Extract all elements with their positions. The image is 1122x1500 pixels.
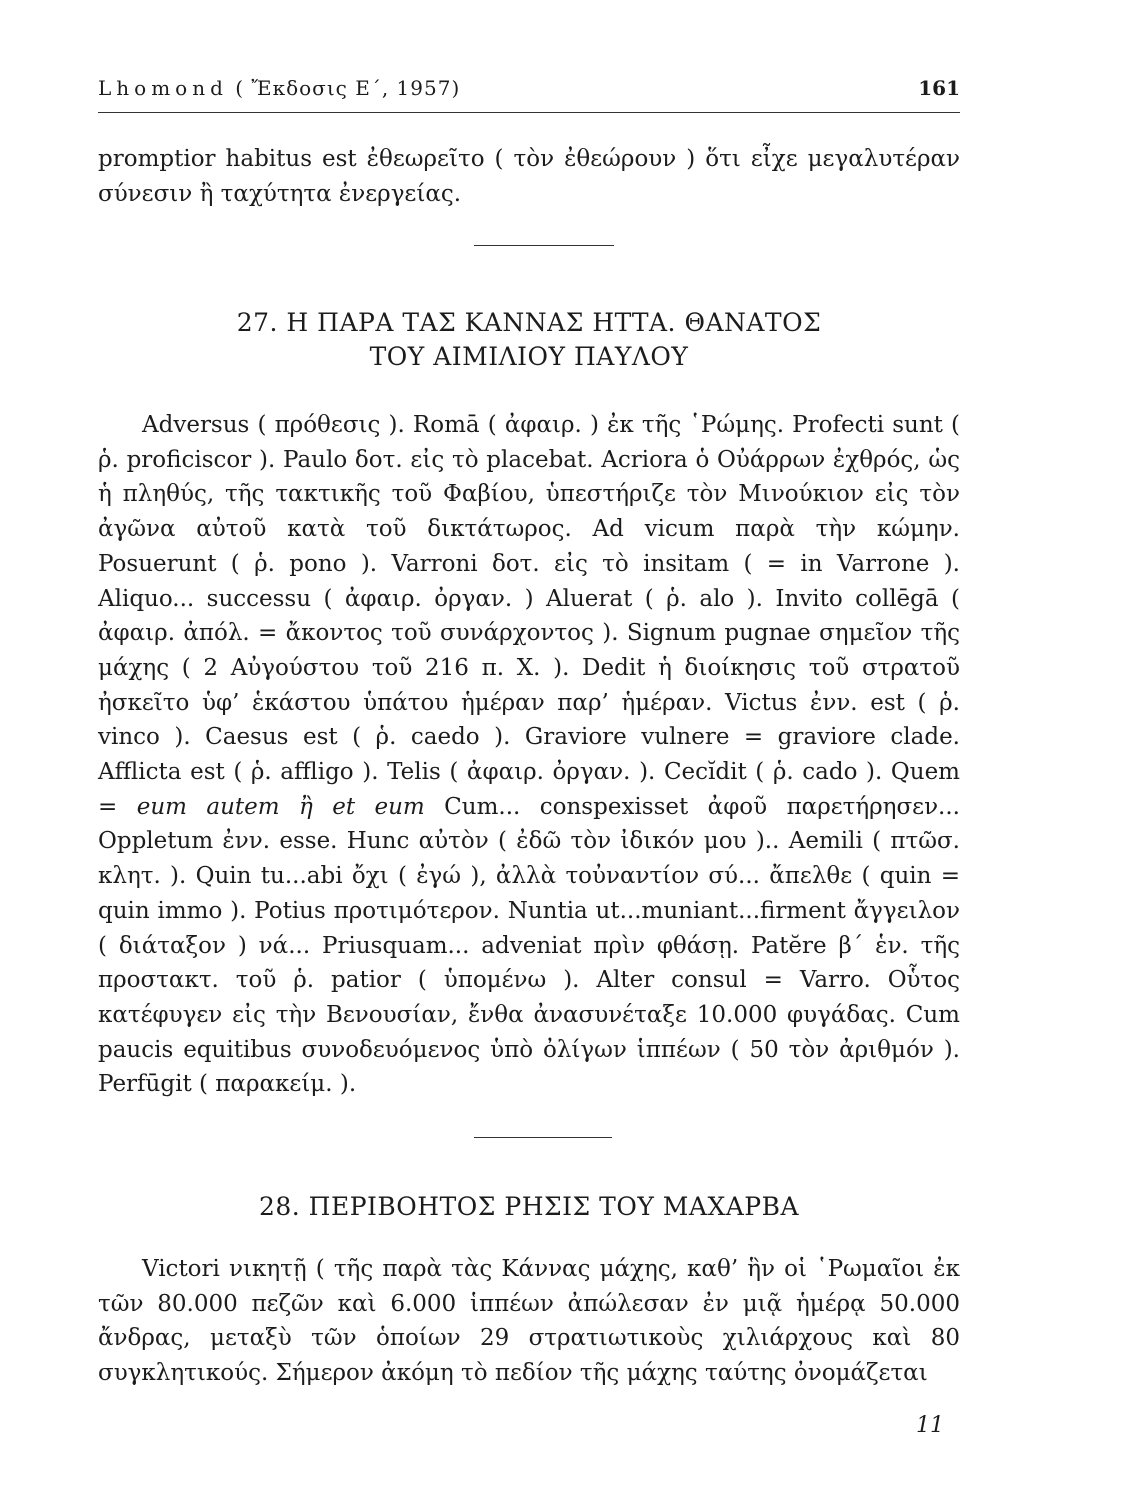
section-27-body bbox=[98, 408, 960, 1102]
section-27-body-part1: Adversus ( πρόθεσις ). Romā ( ἀφαιρ. ) ἐκ τῆς ῾Ρώμης. Profecti sunt ( ῥ. proficiscor ). Paulo δοτ. εἰς τὸ placebat. Acriora ὁ Οὐάρρων ἐχθρός, ὡς ἡ πληθύς, τῆς τακτικῆς τοῦ Φαβίου, ὑπεστήριζε τὸν Μινούκιον εἰς τὸν ἀγῶνα αὐτοῦ κατὰ τοῦ δικτάτωρος. Ad vicum παρὰ τὴν κώμην. Posuerunt ( ῥ. pono ). Varroni δοτ. εἰς τὸ insitam ( = in Varrone ). Aliquo... successu ( ἀφαιρ. ὀργαν. ) Aluerat ( ῥ. alo ). Invito collēgā ( ἀφαιρ. ἀπόλ. = ἄκοντος τοῦ συνάρχοντος ). Signum pugnae σημεῖον τῆς μάχης ( 2 Αὐγούστου τοῦ 216 π. Χ. ). Dedit ἡ διοίκησις τοῦ στρατοῦ ἠσκεῖτο ὑφ’ ἑκάστου ὑπάτου ἡμέραν παρ’ ἡμέραν. Victus ἐνν. est ( ῥ. vinco ). Caesus est ( ῥ. caedo ). Graviore vulnere = graviore clade. Afflicta est ( ῥ. affligo ). Telis ( ἀφαιρ. ὀργαν. ). Cecĭdit ( ῥ. cado ). Quem = bbox=[98, 412, 960, 820]
section-27-body-part2: Cum... conspexisset ἀφοῦ παρετήρησεν... Oppletum ἐνν. esse. Hunc αὐτὸν ( ἐδῶ τὸν ἰδικόν μου ).. Aemili ( πτῶσ. κλητ. ). Quin tu...abi ὄχι ( ἐγώ ), ἀλλὰ τοὐναντίον σύ... ἄπελθε ( quin = quin immo ). Potius προτιμότερον. Nuntia ut...muniant...firment ἄγγειλον ( διάταξον ) νά... Priusquam... adveniat πρὶν φθάσῃ. Patĕre β΄ ἑν. τῆς προστακτ. τοῦ ῥ. patior ( ὑπομένω ). Alter consul = Varro. Οὗτος κατέφυγεν εἰς τὴν Βενουσίαν, ἔνθα ἀνασυνέταξε 10.000 φυγάδας. Cum paucis equitibus συνοδευόμενος ὑπὸ ὀλίγων ἱππέων ( 50 τὸν ἀριθμόν ). Perfūgit ( παρακείμ. ). bbox=[98, 793, 960, 1098]
page-number: 161 bbox=[918, 76, 960, 100]
intro-paragraph: promptior habitus est ἐθεωρεῖτο ( τὸν ἐθεώρουν ) ὅτι εἶχε μεγαλυτέραν σύνεσιν ἢ ταχύτητα ἐνεργείας. bbox=[98, 146, 960, 207]
section-27-heading bbox=[98, 306, 960, 374]
page-header bbox=[98, 72, 960, 113]
section-divider bbox=[474, 1137, 612, 1138]
running-head-author: Lhomond bbox=[98, 76, 228, 100]
running-head bbox=[98, 76, 460, 100]
signature-number: 11 bbox=[916, 1413, 944, 1438]
section-28-body: Victori νικητῇ ( τῆς παρὰ τὰς Κάννας μάχης, καθ’ ἣν οἱ ῾Ρωμαῖοι ἐκ τῶν 80.000 πεζῶν καὶ 6.000 ἱππέων ἀπώλεσαν ἐν μιᾷ ἡμέρᾳ 50.000 ἄνδρας, μεταξὺ τῶν ὁποίων 29 στρατιωτικοὺς χιλιάρχους καὶ 80 συγκλητικούς. Σήμερον ἀκόμη τὸ πεδίον τῆς μάχης ταύτης ὀνομάζεται bbox=[98, 1256, 960, 1387]
section-27-title-line2: ΤΟΥ ΑΙΜΙΛΙΟΥ ΠΑΥΛΟΥ bbox=[369, 342, 689, 371]
section-27-body-italic: eum autem ἢ et eum bbox=[136, 793, 425, 820]
section-28-heading: 28. ΠΕΡΙΒΟΗΤΟΣ ΡΗΣΙΣ ΤΟΥ ΜΑΧΑΡΒΑ bbox=[258, 1192, 800, 1221]
running-head-edition: ( Ἔκδοσις Ε΄, 1957) bbox=[227, 76, 461, 100]
section-27-title-line1: 27. Η ΠΑΡΑ ΤΑΣ ΚΑΝΝΑΣ ΗΤΤΑ. ΘΑΝΑΤΟΣ bbox=[236, 308, 822, 337]
section-divider bbox=[474, 245, 614, 246]
